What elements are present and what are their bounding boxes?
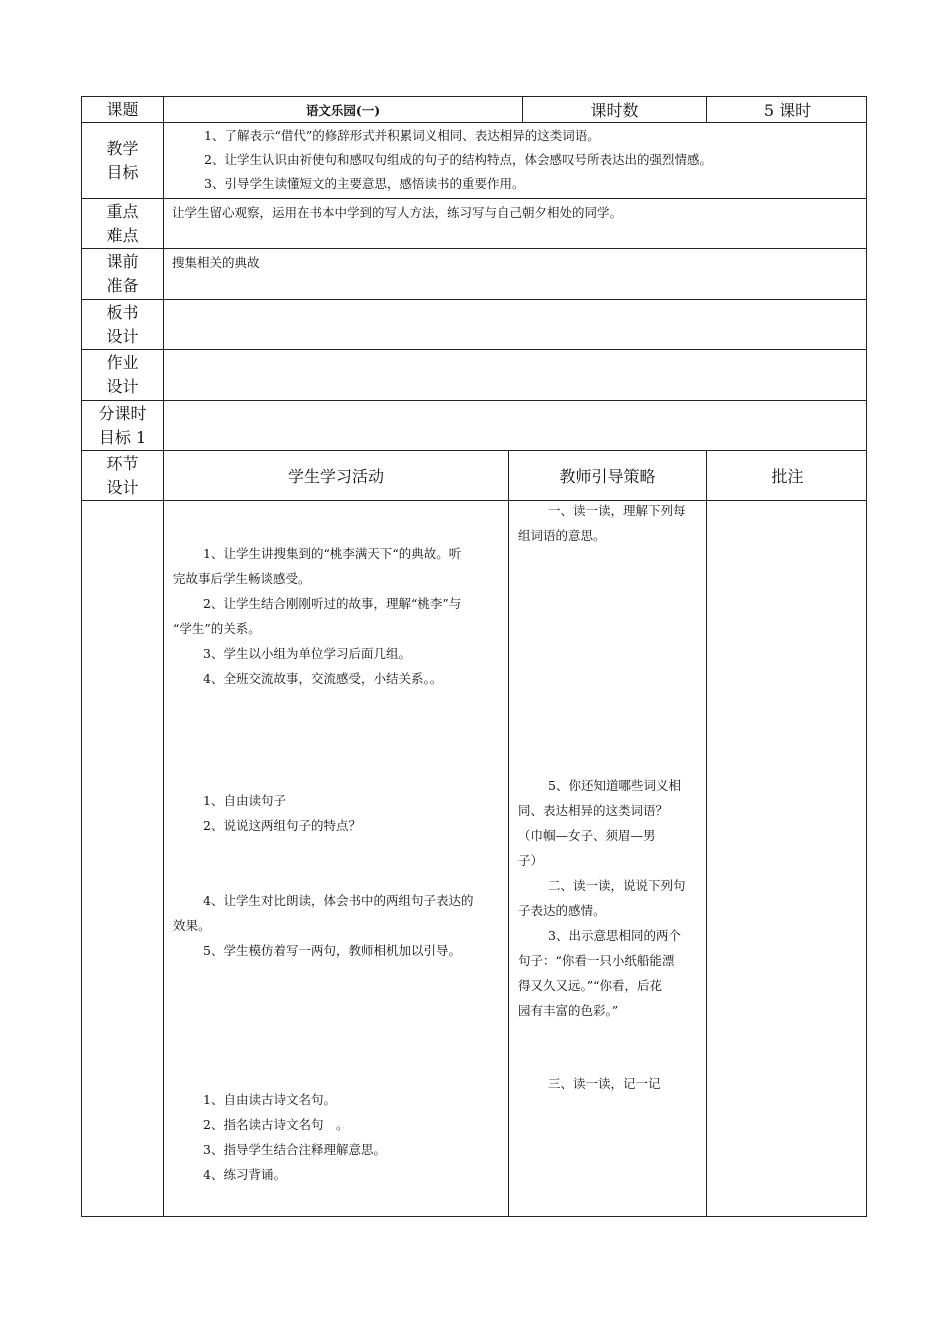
activity-line: “学生”的关系。 [173,621,261,636]
columns-label-line1: 环节 [106,453,139,473]
homework-label-line1: 作业 [106,353,139,372]
strategy-line: 句子：“你看一只小纸船能漂 [518,953,675,968]
preparation-text: 搜集相关的典故 [163,249,866,299]
activity-line: 3、学生以小组为单位学习后面几组。 [203,646,411,661]
student-activities [163,501,508,1216]
session-goal-label-line1: 分课时 [98,403,147,423]
activity-line: 4、全班交流故事，交流感受，小结关系。。 [203,671,443,686]
goals-label-line1: 教学 [106,138,139,158]
preparation-label-line1: 课前 [106,252,139,271]
board-label-line1: 板书 [106,302,139,322]
key-points-text: 让学生留心观察，运用在书本中学到的写人方法，练习写与自己朝夕相处的同学。 [163,199,866,248]
stage-cell [82,501,163,1216]
key-points-label [82,199,163,248]
activity-line: 效果。 [173,918,211,933]
board-label [82,300,163,349]
strategy-line: 子） [518,853,544,868]
activity-line: 完故事后学生畅谈感受。 [173,571,311,586]
activity-line: 4、让学生对比朗读，体会书中的两组句子表达的 [203,893,474,908]
goals-label [82,123,163,198]
board-row [81,300,867,350]
strategy-line: 5、你还知道哪些词义相 [548,778,681,793]
teacher-group-1 [518,498,700,548]
homework-label-line2: 设计 [106,377,139,396]
activities-body-row [81,501,867,1217]
session-goal-label [82,401,163,450]
goals-row [81,123,867,199]
key-points-label-line2: 难点 [106,225,139,245]
homework-content [163,350,866,400]
student-group-4 [173,1087,502,1187]
teacher-strategies [508,501,706,1216]
activity-line: 2、说说这两组句子的特点？ [203,818,361,833]
student-group-3 [173,888,502,963]
columns-label [82,451,163,500]
preparation-label [82,249,163,299]
hours-value: 5 课时 [706,97,868,122]
header-row [81,96,867,123]
notes-column-header: 批注 [706,451,868,500]
teacher-group-2 [518,773,700,1023]
strategy-line: 子表达的感情。 [518,903,606,918]
goals-label-line2: 目标 [106,162,139,182]
columns-label-line2: 设计 [106,477,139,497]
notes-cell [706,501,868,1216]
strategy-line: 得又久又远。”“你看，后花 [518,978,663,993]
board-label-line2: 设计 [106,326,139,346]
strategy-line: 3、出示意思相同的两个 [548,928,681,943]
activity-line: 1、让学生讲搜集到的“桃李满天下“的典故。听 [203,546,462,561]
goal-item: 3、引导学生读懂短文的主要意思，感悟读书的重要作用。 [204,176,525,191]
student-group-2 [173,788,502,838]
teacher-column-header: 教师引导策略 [508,451,706,500]
activity-line: 3、指导学生结合注释理解意思。 [203,1142,386,1157]
student-column-header: 学生学习活动 [163,451,508,500]
activity-line: 1、自由读古诗文名句。 [203,1092,336,1107]
preparation-row [81,249,867,300]
goal-item: 2、让学生认识由祈使句和感叹句组成的句子的结构特点，体会感叹号所表达出的强烈情感。 [204,152,712,167]
session-goal-label-line2: 目标 1 [98,427,147,447]
key-points-row [81,199,867,249]
session-goal-content [163,401,866,450]
activity-line: 4、练习背诵。 [203,1167,286,1182]
strategy-line: 二、读一读，说说下列句 [548,878,686,893]
board-content [163,300,866,349]
strategy-line: 同、表达相异的这类词语？ [518,803,669,818]
homework-label [82,350,163,400]
strategy-line: 三、读一读，记一记 [548,1076,661,1091]
strategy-line: 一、读一读，理解下列每 [548,503,686,518]
activity-line: 1、自由读句子 [203,793,286,808]
goal-item: 1、了解表示“借代”的修辞形式并积累词义相同、表达相异的这类词语。 [204,128,600,143]
topic-label: 课题 [106,99,139,119]
session-goal-row [81,401,867,451]
preparation-label-line2: 准备 [106,276,139,295]
strategy-line: （巾帼—女子、须眉—男 [518,828,656,843]
topic-value: 语文乐园(一) [163,97,522,122]
strategy-line: 园有丰富的色彩。” [518,1003,619,1018]
activity-line: 5、学生模仿着写一两句，教师相机加以引导。 [203,943,461,958]
goals-content [163,123,866,198]
homework-row [81,350,867,401]
columns-header-row [81,451,867,501]
teacher-group-3 [518,1071,700,1096]
student-group-1 [173,541,502,691]
activity-line: 2、指名读古诗文名句 。 [203,1117,349,1132]
activity-line: 2、让学生结合刚刚听过的故事，理解“桃李”与 [203,596,462,611]
hours-label: 课时数 [522,97,706,122]
key-points-label-line1: 重点 [106,201,139,221]
strategy-line: 组词语的意思。 [518,528,606,543]
